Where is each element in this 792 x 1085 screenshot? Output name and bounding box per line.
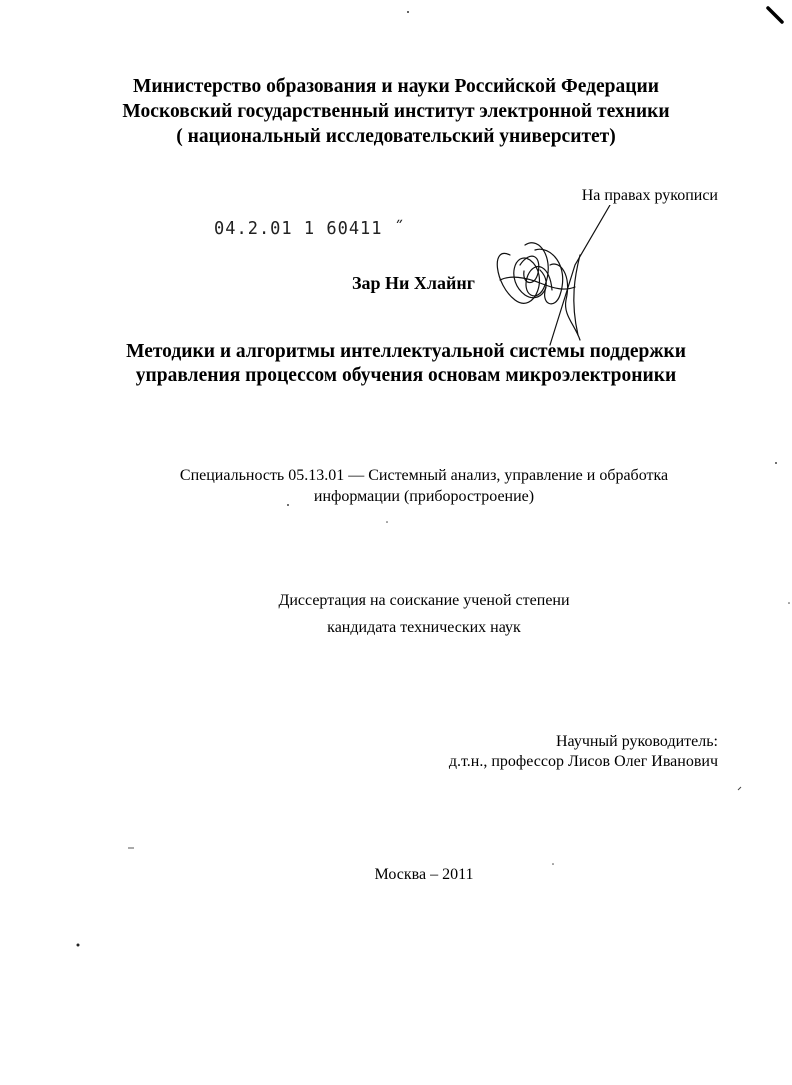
title-line-2: управления процессом обучения основам микроэлектроники: [135, 365, 677, 386]
supervisor-label: Научный руководитель:: [555, 733, 718, 750]
title-line-1: Методики и алгоритмы интеллектуальной системы поддержки: [126, 341, 686, 362]
specialty-line-1: Специальность 05.13.01 — Системный анализ, управление и обработка: [179, 467, 669, 484]
stamp-mark: ˝: [382, 218, 406, 240]
manuscript-rights-note: На правах рукописи: [581, 187, 718, 204]
author-name: Зар Ни Хлайнг: [352, 273, 475, 293]
stamp-number: 04.2.01 1 60411: [214, 218, 383, 240]
city-year: Москва – 2011: [374, 866, 474, 883]
institute-line: Московский государственный институт электронной техники: [122, 101, 670, 122]
university-status-line: ( национальный исследовательский университет): [176, 126, 616, 147]
degree-line-2: кандидата технических наук: [327, 619, 521, 636]
supervisor-name: д.т.н., профессор Лисов Олег Иванович: [448, 753, 718, 770]
degree-line-1: Диссертация на соискание ученой степени: [278, 592, 570, 609]
ministry-line: Министерство образования и науки Российской Федерации: [133, 76, 659, 97]
specialty-line-2: информации (приборостроение): [313, 488, 535, 505]
